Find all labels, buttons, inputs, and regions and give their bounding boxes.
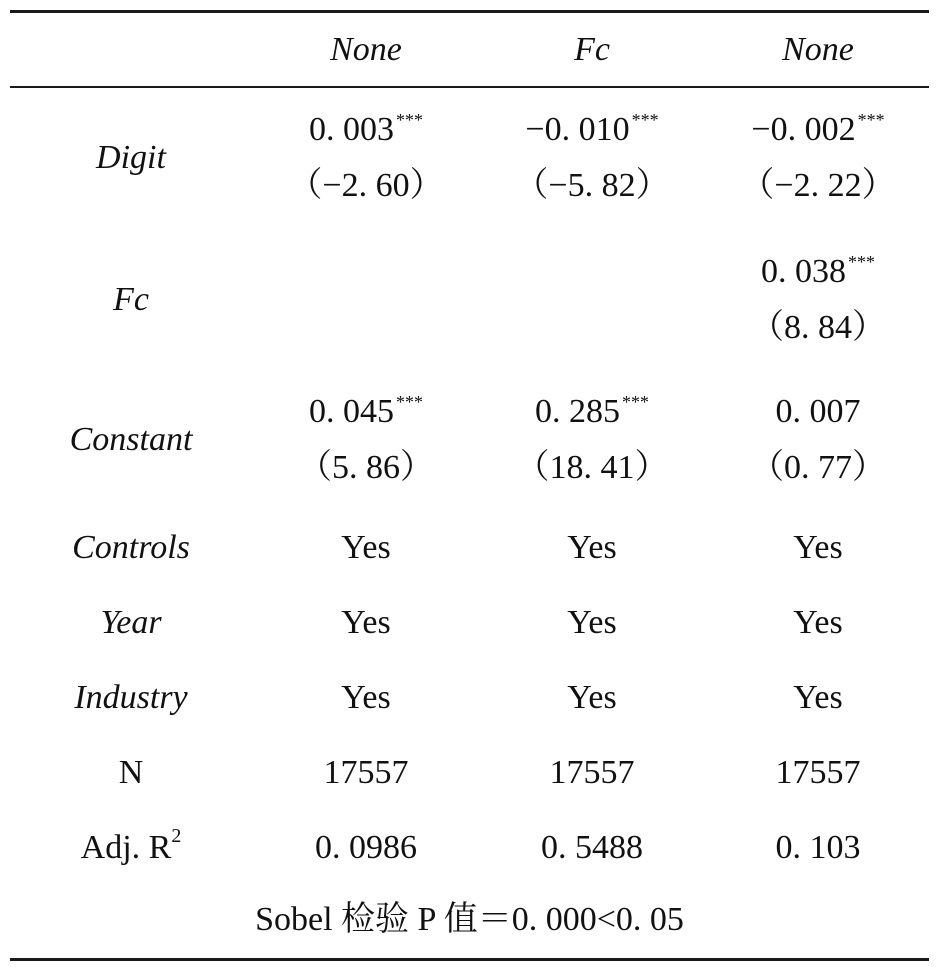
- adjr2-c3: 0. 103: [775, 829, 861, 866]
- header-rule: [10, 86, 929, 88]
- n-c2: 17557: [549, 754, 635, 791]
- adjr2-c1: 0. 0986: [315, 829, 417, 866]
- header-col3: None: [782, 31, 854, 68]
- controls-c3: Yes: [793, 529, 843, 566]
- year-c3: Yes: [793, 604, 843, 641]
- n-c1: 17557: [323, 754, 409, 791]
- constant-c2-t: （18. 41）: [515, 449, 669, 486]
- digit-c3-coef: −0. 002 ***: [751, 110, 885, 148]
- row-label-n: N: [118, 754, 144, 791]
- header-col1: None: [330, 31, 402, 68]
- constant-c3-coef: 0. 007: [775, 393, 861, 430]
- constant-c3-t: （0. 77）: [750, 449, 886, 486]
- industry-c3: Yes: [793, 679, 843, 716]
- fc-c3-t: （8. 84）: [750, 309, 886, 346]
- constant-c1-coef: 0. 045 ***: [309, 392, 423, 430]
- sobel-test-note: Sobel 检验 P 值＝0. 000<0. 05: [255, 901, 684, 938]
- digit-c1-coef: 0. 003 ***: [309, 110, 423, 148]
- digit-c2-t: （−5. 82）: [514, 167, 670, 204]
- year-c1: Yes: [341, 604, 391, 641]
- row-label-adj-r2: Adj. $R^2$: [80, 824, 182, 866]
- digit-c3-t: （−2. 22）: [740, 167, 896, 204]
- row-label-digit: Digit: [96, 139, 166, 176]
- industry-c1: Yes: [341, 679, 391, 716]
- row-label-year: Year: [100, 604, 162, 641]
- fc-c3-coef: 0. 038 ***: [761, 252, 875, 290]
- row-label-controls: Controls: [72, 529, 190, 566]
- header-col2: Fc: [574, 31, 610, 68]
- digit-c1-t: （−2. 60）: [288, 167, 444, 204]
- industry-c2: Yes: [567, 679, 617, 716]
- bottom-rule: [10, 958, 929, 961]
- controls-c1: Yes: [341, 529, 391, 566]
- digit-c2-coef: −0. 010 ***: [525, 110, 659, 148]
- year-c2: Yes: [567, 604, 617, 641]
- row-label-constant: Constant: [69, 421, 193, 458]
- adjr2-c2: 0. 5488: [541, 829, 643, 866]
- constant-c2-coef: 0. 285 ***: [535, 392, 649, 430]
- row-label-fc: Fc: [113, 281, 149, 318]
- controls-c2: Yes: [567, 529, 617, 566]
- n-c3: 17557: [775, 754, 861, 791]
- row-label-industry: Industry: [74, 679, 188, 716]
- constant-c1-t: （5. 86）: [298, 449, 434, 486]
- top-rule: [10, 10, 929, 13]
